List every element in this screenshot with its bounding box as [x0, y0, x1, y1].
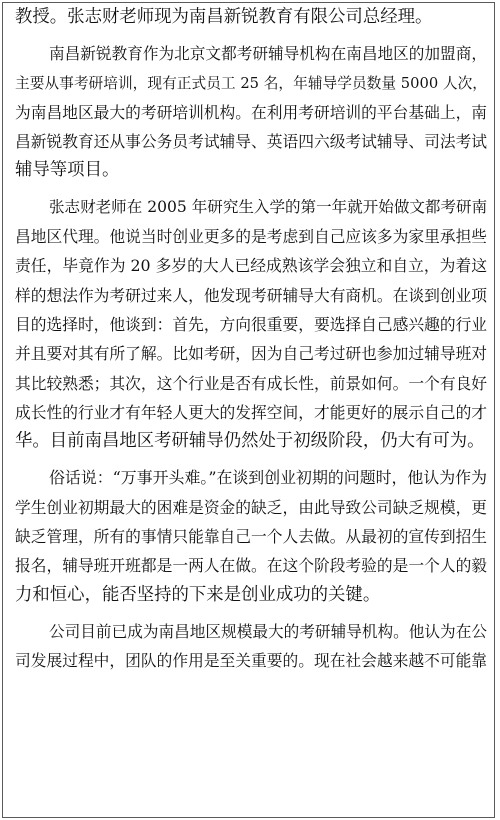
- text-line: 司发展过程中，团队的作用是至关重要的。现在社会越来越不可能靠: [15, 651, 488, 671]
- text-line: 责任，毕竟作为 20 多岁的大人已经成熟该学会独立和自立，为着这: [15, 256, 487, 276]
- text-line: 昌地区代理。他说当时创业更多的是考虑到自己应该多为家里承担些: [15, 227, 488, 247]
- paragraph-1: [15, 3, 487, 32]
- text-line: 成长性的行业才有年轻人更大的发挥空间，才能更好的展示自己的才: [15, 402, 488, 422]
- paragraph-3: [15, 193, 487, 457]
- paragraph-gap: [15, 610, 487, 617]
- paragraph-gap: [15, 456, 487, 463]
- text-line: 缺乏管理，所有的事情只能靠自己一个人去做。从最初的宣传到招生: [15, 527, 488, 547]
- text-line: 俗话说：“万事开头难。”在谈到创业初期的问题时，他认为作为: [49, 468, 487, 488]
- text-line: 力和恒心，能否坚持的下来是创业成功的关键。: [15, 584, 381, 605]
- text-line: 样的想法作为考研过来人，他发现考研辅导大有商机。在谈到创业项: [15, 285, 488, 305]
- paragraph-gap: [15, 32, 487, 39]
- text-line: 主要从事考研培训，现有正式员工 25 名，年辅导学员数量 5000 人次，: [15, 74, 487, 92]
- text-line: 并且要对其有所了解。比如考研，因为自己考过研也参加过辅导班对: [15, 344, 488, 364]
- text-line: 报名，辅导班开班都是一两人在做。在这个阶段考验的是一个人的毅: [15, 556, 488, 576]
- document-page: [2, 2, 495, 818]
- paragraph-4: [15, 463, 487, 609]
- text-line: 为南昌地区最大的考研培训机构。在利用考研培训的平台基础上，南: [15, 102, 488, 122]
- text-line: 南昌新锐教育作为北京文都考研辅导机构在南昌地区的加盟商，: [49, 44, 487, 64]
- text-line: 张志财老师在 2005 年研究生入学的第一年就开始做文都考研南: [49, 197, 488, 216]
- text-line: 教授。张志财老师现为南昌新锐教育有限公司总经理。: [15, 7, 433, 27]
- text-line: 目的选择时，他谈到：首先，方向很重要，要选择自己感兴趣的行业: [15, 314, 488, 334]
- paragraph-2: [15, 39, 487, 185]
- text-line: 华。目前南昌地区考研辅导仍然处于初级阶段，仍大有可为。: [15, 431, 485, 452]
- text-line: 辅导等项目。: [15, 160, 120, 181]
- text-line: 昌新锐教育还从事公务员考试辅导、英语四六级考试辅导、司法考试: [15, 132, 488, 152]
- document-body: [15, 3, 487, 676]
- paragraph-5: [15, 617, 487, 676]
- text-line: 学生创业初期最大的困难是资金的缺乏，由此导致公司缺乏规模，更: [15, 497, 488, 517]
- text-line: 其比较熟悉；其次，这个行业是否有成长性，前景如何。一个有良好: [15, 373, 488, 393]
- text-line: 公司目前已成为南昌地区规模最大的考研辅导机构。他认为在公: [49, 621, 487, 641]
- paragraph-gap: [15, 186, 487, 193]
